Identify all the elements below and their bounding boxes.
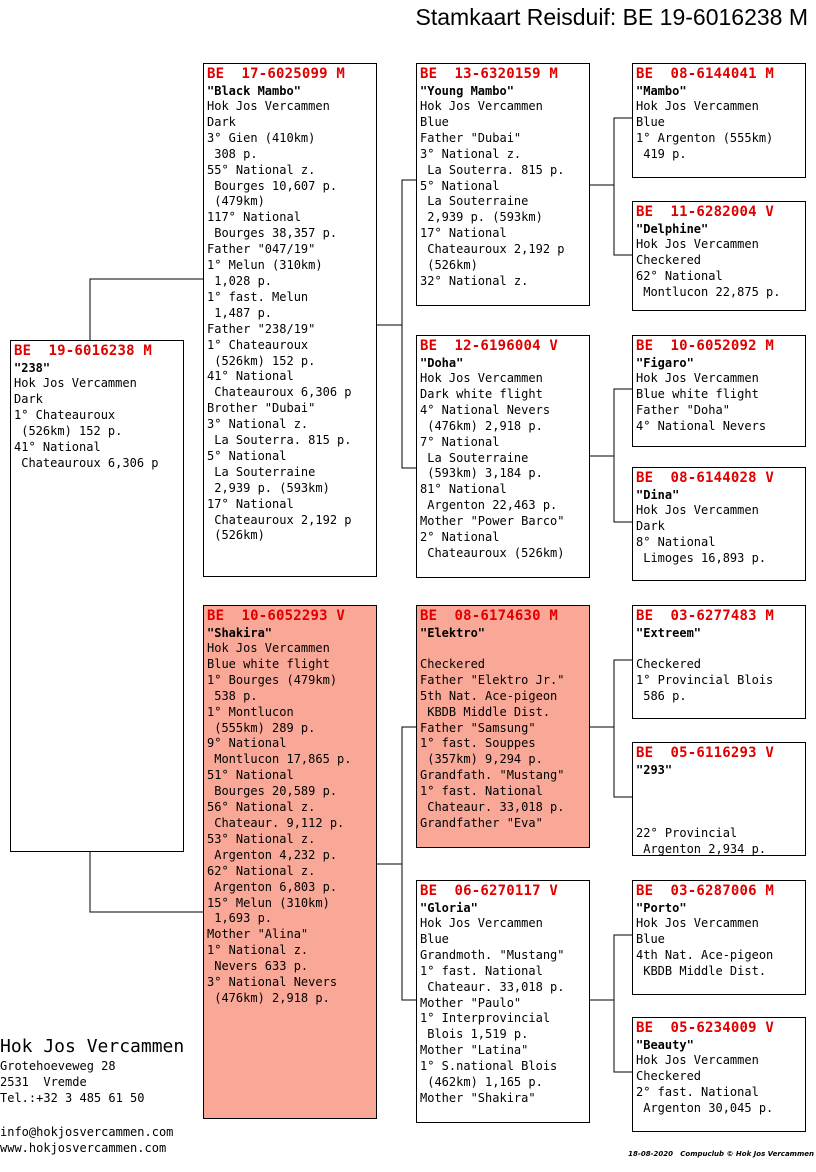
pigeon-detail-line: 4° National Nevers [636, 418, 767, 433]
pigeon-detail-line: 1° fast. National [420, 963, 543, 978]
owner-email[interactable]: info@hokjosvercammen.com [0, 1125, 174, 1139]
pigeon-detail-line: 15° Melun (310km) [207, 895, 330, 910]
pigeon-detail-line: Father "Elektro Jr." [420, 672, 565, 687]
pigeon-card-mother[interactable] [203, 605, 377, 1119]
pigeon-card-ggf-3[interactable] [632, 605, 806, 719]
pigeon-detail-line: La Souterraine [420, 450, 529, 465]
pigeon-detail-line: Argenton 4,232 p. [207, 847, 338, 862]
pigeon-detail-line: Hok Jos Vercammen [420, 916, 543, 930]
pigeon-detail-line: Montlucon 22,875 p. [636, 284, 781, 299]
pigeon-detail-line: 1° fast. Souppes [420, 736, 536, 751]
pigeon-detail-line: 538 p. [207, 688, 258, 703]
pigeon-detail-line: 1,028 p. [207, 273, 273, 288]
pigeon-detail-line: Hok Jos Vercammen [207, 99, 330, 113]
pigeon-card-ggf-1[interactable] [632, 63, 806, 178]
pigeon-detail-line: Checkered [420, 656, 486, 671]
pigeon-detail-line: 117° National [207, 210, 301, 225]
pigeon-detail-line: 1° Bourges (479km) [207, 672, 338, 687]
ring-number: BE 08-6144041 M [636, 66, 775, 82]
pigeon-detail-line: 1° Montlucon [207, 704, 294, 719]
pigeon-detail-line: 22° Provincial [636, 825, 738, 840]
pigeon-detail-line: 3° National z. [420, 146, 522, 161]
pigeon-detail-line: Father "Samsung" [420, 720, 536, 735]
ring-number: BE 12-6196004 V [420, 338, 559, 354]
pigeon-detail-line: Chateauroux 2,192 p [207, 512, 352, 527]
pigeon-detail-line: Mother "Paulo" [420, 995, 522, 1010]
pigeon-detail-line: 55° National z. [207, 162, 316, 177]
pigeon-detail-line: Argenton 30,045 p. [636, 1100, 774, 1115]
pigeon-detail-line: (476km) 2,918 p. [420, 418, 543, 433]
owner-city: 2531 Vremde [0, 1075, 87, 1089]
pigeon-detail-line: Chateaur. 33,018 p. [420, 979, 565, 994]
pigeon-detail-line: Chateauroux 6,306 p [14, 455, 159, 470]
pigeon-detail-line: 5° National [420, 178, 500, 193]
pigeon-detail-line: Hok Jos Vercammen [636, 503, 759, 517]
pigeon-detail-line: Grandmoth. "Mustang" [420, 947, 565, 962]
pigeon-detail-line: (526km) 152 p. [207, 353, 316, 368]
ring-number: BE 03-6277483 M [636, 608, 775, 624]
pigeon-detail-line: 7° National [420, 434, 500, 449]
pigeon-detail-line: 53° National z. [207, 831, 316, 846]
pigeon-detail-line: 1,693 p. [207, 911, 273, 926]
pigeon-detail-line: Blois 1,519 p. [420, 1027, 529, 1042]
pigeon-detail-line: Dark [207, 114, 236, 129]
pigeon-detail-line: 3° National z. [207, 417, 309, 432]
pigeon-detail-line: 2,939 p. (593km) [207, 480, 330, 495]
owner-phone: Tel.:+32 3 485 61 50 [0, 1091, 145, 1105]
pigeon-detail-line: 9° National [207, 736, 287, 751]
pigeon-detail-line: Mother "Power Barco" [420, 514, 565, 529]
pigeon-name: "Extreem" [636, 626, 702, 640]
pigeon-detail-line: Father "Doha" [636, 402, 730, 417]
pigeon-card-paternal-grandmother[interactable] [416, 335, 590, 578]
pigeon-detail-line: La Souterraine [207, 464, 316, 479]
pigeon-detail-line: 1° Chateauroux [207, 337, 309, 352]
pigeon-detail-line: Chateauroux (526km) [420, 545, 565, 560]
pigeon-detail-line: Checkered [636, 656, 702, 671]
ring-number: BE 13-6320159 M [420, 66, 559, 82]
pigeon-detail-line: 5th Nat. Ace-pigeon [420, 688, 558, 703]
ring-number: BE 17-6025099 M [207, 66, 346, 82]
pigeon-detail-line: 2,939 p. (593km) [420, 210, 543, 225]
pigeon-name: "Mambo" [636, 84, 687, 98]
pigeon-detail-line: 17° National [420, 226, 507, 241]
pigeon-card-father[interactable] [203, 63, 377, 577]
pigeon-detail-line: Mother "Alina" [207, 927, 309, 942]
pigeon-name: "238" [14, 361, 51, 375]
pigeon-detail-line: Hok Jos Vercammen [420, 371, 543, 385]
pigeon-detail-line: Montlucon 17,865 p. [207, 752, 352, 767]
owner-website[interactable]: www.hokjosvercammen.com [0, 1141, 167, 1155]
pigeon-detail-line: 62° National z. [207, 863, 316, 878]
pigeon-detail-line: (526km) [207, 528, 265, 543]
pigeon-card-ggm-1[interactable] [632, 201, 806, 311]
pigeon-detail-line: (479km) [207, 194, 265, 209]
contact-block [0, 1124, 173, 1156]
pigeon-name: "Dina" [636, 488, 680, 502]
pigeon-detail-line: 419 p. [636, 146, 687, 161]
pigeon-detail-line: La Souterra. 815 p. [420, 162, 565, 177]
pigeon-detail-line: Father "238/19" [207, 321, 316, 336]
pigeon-detail-line: (526km) 152 p. [14, 423, 123, 438]
pigeon-detail-line: Bourges 38,357 p. [207, 226, 338, 241]
pigeon-detail-line: Blue [420, 931, 449, 946]
pigeon-detail-line: Hok Jos Vercammen [14, 376, 137, 390]
pigeon-detail-line [636, 778, 802, 794]
owner-block [0, 1036, 184, 1106]
pigeon-detail-line: 308 p. [207, 146, 258, 161]
ring-number: BE 19-6016238 M [14, 343, 153, 359]
pigeon-detail-line: Argenton 2,934 p. [636, 841, 767, 856]
pigeon-detail-line: 1° National z. [207, 943, 309, 958]
pigeon-detail-line [420, 641, 586, 657]
pigeon-card-ggm-2[interactable] [632, 467, 806, 581]
pigeon-detail-line: 1,487 p. [207, 305, 273, 320]
pigeon-name: "293" [636, 763, 673, 777]
pigeon-detail-line: Hok Jos Vercammen [636, 1053, 759, 1067]
ring-number: BE 10-6052092 M [636, 338, 775, 354]
pigeon-card-subject[interactable] [10, 340, 184, 852]
pigeon-detail-line: 1° Melun (310km) [207, 258, 323, 273]
pigeon-detail-line: (593km) 3,184 p. [420, 466, 543, 481]
pigeon-detail-line: Blue [420, 114, 449, 129]
pigeon-detail-line: Bourges 10,607 p. [207, 178, 338, 193]
owner-address: Grotehoeveweg 28 [0, 1059, 116, 1073]
pigeon-detail-line: Nevers 633 p. [207, 959, 309, 974]
ring-number: BE 11-6282004 V [636, 204, 775, 220]
ring-number: BE 05-6116293 V [636, 745, 775, 761]
pigeon-detail-line: Blue [636, 114, 665, 129]
ring-number: BE 05-6234009 V [636, 1020, 775, 1036]
pigeon-detail-line: Hok Jos Vercammen [636, 237, 759, 251]
pigeon-detail-line: Hok Jos Vercammen [636, 99, 759, 113]
pigeon-detail-line: 1° S.national Blois [420, 1059, 558, 1074]
pigeon-detail-line: Limoges 16,893 p. [636, 550, 767, 565]
pigeon-detail-line: Grandfath. "Mustang" [420, 768, 565, 783]
pigeon-detail-line: 2° National [420, 530, 500, 545]
pigeon-detail-line [636, 794, 802, 810]
pigeon-detail-line: 1° fast. National [420, 784, 543, 799]
ring-number: BE 03-6287006 M [636, 883, 775, 899]
pigeon-detail-line: La Souterraine [420, 194, 529, 209]
ring-number: BE 08-6144028 V [636, 470, 775, 486]
pigeon-detail-line: 51° National [207, 768, 294, 783]
pigeon-detail-line: 62° National [636, 268, 723, 283]
pigeon-detail-line: Hok Jos Vercammen [636, 371, 759, 385]
pigeon-detail-line: 8° National [636, 534, 716, 549]
pigeon-card-ggm-4[interactable] [632, 1017, 806, 1132]
pigeon-detail-line: (476km) 2,918 p. [207, 990, 330, 1005]
pigeon-detail-line: (357km) 9,294 p. [420, 752, 543, 767]
pigeon-card-maternal-grandfather[interactable] [416, 605, 590, 848]
pigeon-name: "Shakira" [207, 626, 273, 640]
pigeon-detail-line: Chateaur. 9,112 p. [207, 815, 345, 830]
pigeon-detail-line: KBDB Middle Dist. [420, 704, 551, 719]
pigeon-detail-line [636, 810, 802, 826]
ring-number: BE 08-6174630 M [420, 608, 559, 624]
pigeon-detail-line: Hok Jos Vercammen [207, 641, 330, 655]
pigeon-name: "Young Mambo" [420, 84, 514, 98]
pigeon-detail-line [636, 641, 802, 657]
pigeon-detail-line: 4° National Nevers [420, 402, 551, 417]
pigeon-detail-line: Blue white flight [207, 656, 330, 671]
pigeon-detail-line: (462km) 1,165 p. [420, 1075, 543, 1090]
pigeon-detail-line: Hok Jos Vercammen [420, 99, 543, 113]
pigeon-detail-line: Mother "Latina" [420, 1043, 529, 1058]
pigeon-detail-line: Dark white flight [420, 386, 543, 401]
pigeon-detail-line: Blue [636, 931, 665, 946]
pigeon-name: "Black Mambo" [207, 84, 301, 98]
pigeon-detail-line: Chateauroux 2,192 p [420, 242, 565, 257]
pigeon-detail-line: Argenton 22,463 p. [420, 498, 558, 513]
pigeon-detail-line: (555km) 289 p. [207, 720, 316, 735]
pigeon-detail-line: 1° Interprovincial [420, 1011, 551, 1026]
pigeon-card-ggf-2[interactable] [632, 335, 806, 447]
pigeon-detail-line: Grandfather "Eva" [420, 815, 543, 830]
pigeon-name: "Gloria" [420, 901, 478, 915]
pigeon-detail-line: Checkered [636, 252, 702, 267]
pigeon-detail-line: 5° National [207, 448, 287, 463]
pigeon-detail-line: Dark [636, 518, 665, 533]
pigeon-name: "Doha" [420, 356, 464, 370]
pigeon-detail-line: 32° National z. [420, 273, 529, 288]
footer-credit: 18-08-2020 Compuclub © Hok Jos Vercammen [628, 1150, 814, 1158]
pigeon-card-maternal-grandmother[interactable] [416, 880, 590, 1123]
pigeon-detail-line: 3° Gien (410km) [207, 130, 316, 145]
pigeon-detail-line: Chateaur. 33,018 p. [420, 800, 565, 815]
pigeon-detail-line: 1° Argenton (555km) [636, 130, 774, 145]
pigeon-detail-line: 1° Provincial Blois [636, 672, 774, 687]
pigeon-detail-line: Brother "Dubai" [207, 401, 316, 416]
pigeon-detail-line: 41° National [14, 439, 101, 454]
pigeon-detail-line: Hok Jos Vercammen [636, 916, 759, 930]
pigeon-detail-line: Blue white flight [636, 386, 759, 401]
pigeon-detail-line: Dark [14, 391, 43, 406]
pigeon-detail-line: 81° National [420, 482, 507, 497]
pigeon-name: "Delphine" [636, 222, 709, 236]
pigeon-detail-line: Father "047/19" [207, 242, 316, 257]
pigeon-detail-line: 1° Chateauroux [14, 407, 116, 422]
ring-number: BE 06-6270117 V [420, 883, 559, 899]
page-title: Stamkaart Reisduif: BE 19-6016238 M [415, 4, 808, 30]
pigeon-detail-line: 41° National [207, 369, 294, 384]
ring-number: BE 10-6052293 V [207, 608, 346, 624]
pigeon-detail-line: 2° fast. National [636, 1084, 759, 1099]
pigeon-card-ggm-3[interactable] [632, 742, 806, 856]
pigeon-detail-line: La Souterra. 815 p. [207, 433, 352, 448]
pigeon-detail-line: Bourges 20,589 p. [207, 784, 338, 799]
pigeon-detail-line: Argenton 6,803 p. [207, 879, 338, 894]
pigeon-detail-line: (526km) [420, 258, 478, 273]
pigeon-detail-line: Mother "Shakira" [420, 1090, 536, 1105]
pigeon-name: "Figaro" [636, 356, 694, 370]
pigeon-name: "Beauty" [636, 1038, 694, 1052]
pigeon-name: "Porto" [636, 901, 687, 915]
pigeon-detail-line: 17° National [207, 496, 294, 511]
pigeon-detail-line: 1° fast. Melun [207, 289, 309, 304]
pigeon-detail-line: KBDB Middle Dist. [636, 963, 767, 978]
pigeon-detail-line: 4th Nat. Ace-pigeon [636, 947, 774, 962]
pigeon-detail-line: 3° National Nevers [207, 975, 338, 990]
pigeon-detail-line: 56° National z. [207, 800, 316, 815]
pigeon-detail-line: Chateauroux 6,306 p [207, 385, 352, 400]
pigeon-card-paternal-grandfather[interactable] [416, 63, 590, 306]
pigeon-detail-line: 586 p. [636, 688, 687, 703]
pigeon-name: "Elektro" [420, 626, 486, 640]
pigeon-detail-line: Checkered [636, 1068, 702, 1083]
owner-name: Hok Jos Vercammen [0, 1036, 185, 1057]
pigeon-card-ggf-4[interactable] [632, 880, 806, 995]
pigeon-detail-line: Father "Dubai" [420, 130, 522, 145]
